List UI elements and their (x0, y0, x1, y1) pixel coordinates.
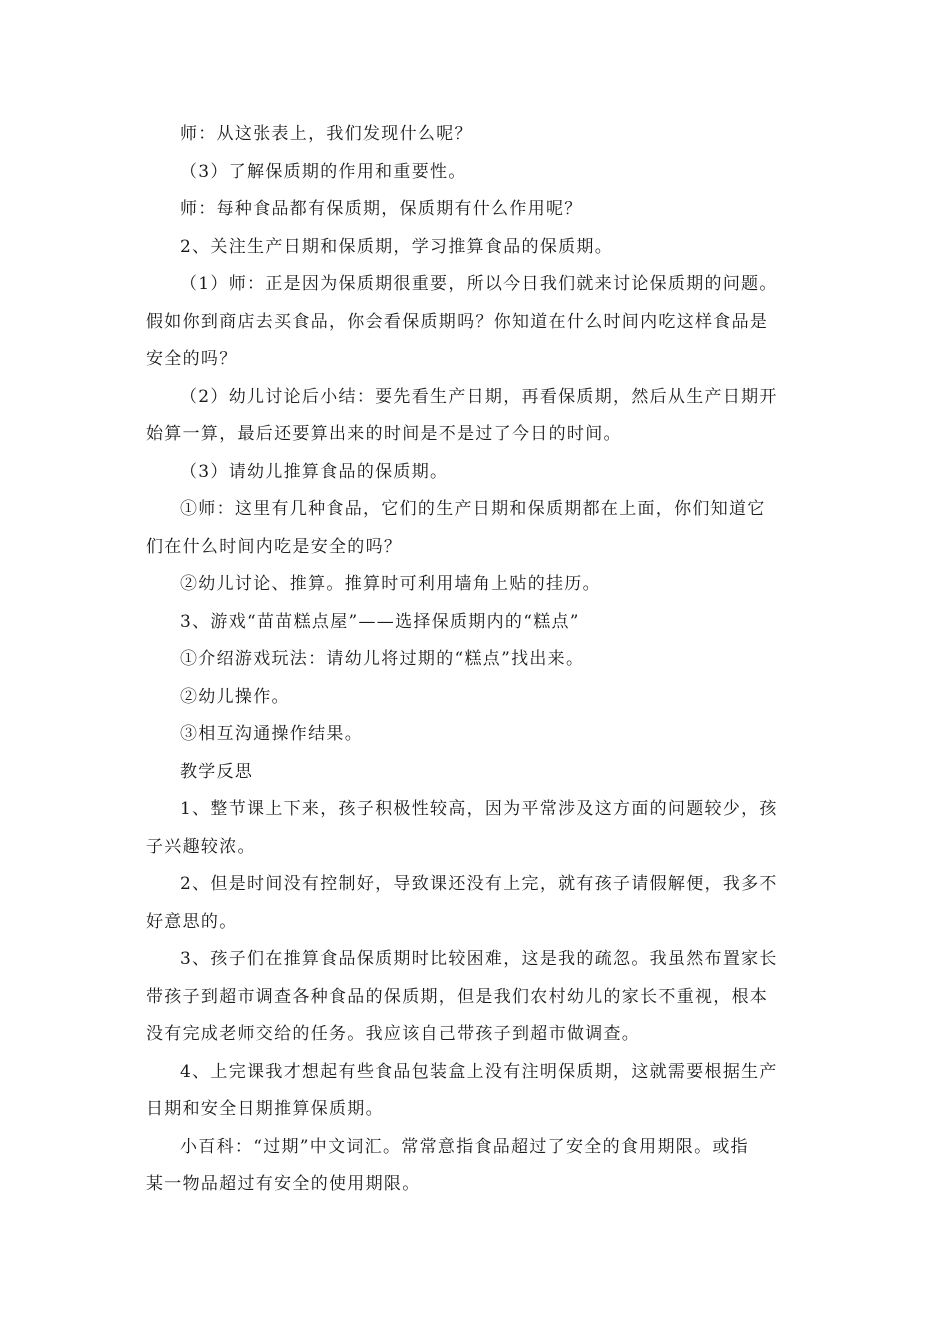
paragraph (146, 1054, 806, 1129)
text-line: 1、整节课上下来，孩子积极性较高，因为平常涉及这方面的问题较少，孩 (180, 799, 778, 819)
text-line: 没有完成老师交给的任务。我应该自己带孩子到超市做调查。 (146, 1024, 641, 1044)
paragraph (146, 716, 806, 754)
paragraph (146, 1129, 806, 1204)
text-line: 教学反思 (180, 761, 254, 782)
text-line: 子兴趣较浓。 (146, 836, 256, 857)
text-line: 始算一算，最后还要算出来的时间是不是过了今日的时间。 (146, 424, 622, 444)
text-line: 带孩子到超市调查各种食品的保质期，但是我们农村幼儿的家长不重视，根本 (146, 986, 769, 1007)
text-line: ③相互沟通操作结果。 (180, 724, 363, 744)
paragraph (146, 154, 806, 192)
document-body (146, 116, 806, 1204)
text-line: 某一物品超过有安全的使用期限。 (146, 1174, 421, 1194)
paragraph (146, 679, 806, 717)
paragraph (146, 866, 806, 941)
paragraph (146, 229, 806, 267)
text-line: ①介绍游戏玩法：请幼儿将过期的“糕点”找出来。 (180, 649, 585, 669)
paragraph (146, 754, 806, 792)
text-line: （1）师：正是因为保质期很重要，所以今日我们就来讨论保质期的问题。 (180, 274, 778, 294)
paragraph (146, 266, 806, 379)
text-line: 4、上完课我才想起有些食品包装盒上没有注明保质期，这就需要根据生产 (180, 1061, 778, 1082)
text-line: 师：每种食品都有保质期，保质期有什么作用呢？ (180, 199, 583, 219)
text-line: 假如你到商店去买食品，你会看保质期吗？你知道在什么时间内吃这样食品是 (146, 311, 769, 332)
text-line: 好意思的。 (146, 911, 238, 932)
text-line: 师：从这张表上，我们发现什么呢？ (180, 124, 473, 144)
text-line: 3、游戏“苗苗糕点屋”——选择保质期内的“糕点” (180, 611, 580, 632)
text-line: 3、孩子们在推算食品保质期时比较困难，这是我的疏忽。我虽然布置家长 (180, 949, 778, 969)
paragraph (146, 791, 806, 866)
text-line: 2、关注生产日期和保质期，学习推算食品的保质期。 (180, 236, 614, 257)
text-line: 2、但是时间没有控制好，导致课还没有上完，就有孩子请假解便，我多不 (180, 874, 778, 894)
text-line: （3）了解保质期的作用和重要性。 (180, 161, 467, 182)
paragraph (146, 941, 806, 1054)
text-line: （2）幼儿讨论后小结：要先看生产日期，再看保质期，然后从生产日期开 (180, 386, 778, 407)
text-line: （3）请幼儿推算食品的保质期。 (180, 461, 449, 482)
text-line: 们在什么时间内吃是安全的吗？ (146, 536, 403, 557)
text-line: 日期和安全日期推算保质期。 (146, 1099, 384, 1119)
paragraph (146, 566, 806, 604)
text-line: 安全的吗？ (146, 349, 238, 369)
text-line: 小百科：“过期”中文词汇。常常意指食品超过了安全的食用期限。或指 (180, 1136, 749, 1157)
paragraph (146, 604, 806, 642)
text-line: ①师：这里有几种食品，它们的生产日期和保质期都在上面，你们知道它 (180, 499, 766, 519)
paragraph (146, 116, 806, 154)
paragraph (146, 191, 806, 229)
text-line: ②幼儿讨论、推算。推算时可利用墙角上贴的挂历。 (180, 574, 601, 594)
paragraph (146, 491, 806, 566)
text-line: ②幼儿操作。 (180, 686, 290, 707)
paragraph (146, 379, 806, 454)
paragraph (146, 641, 806, 679)
paragraph (146, 454, 806, 492)
